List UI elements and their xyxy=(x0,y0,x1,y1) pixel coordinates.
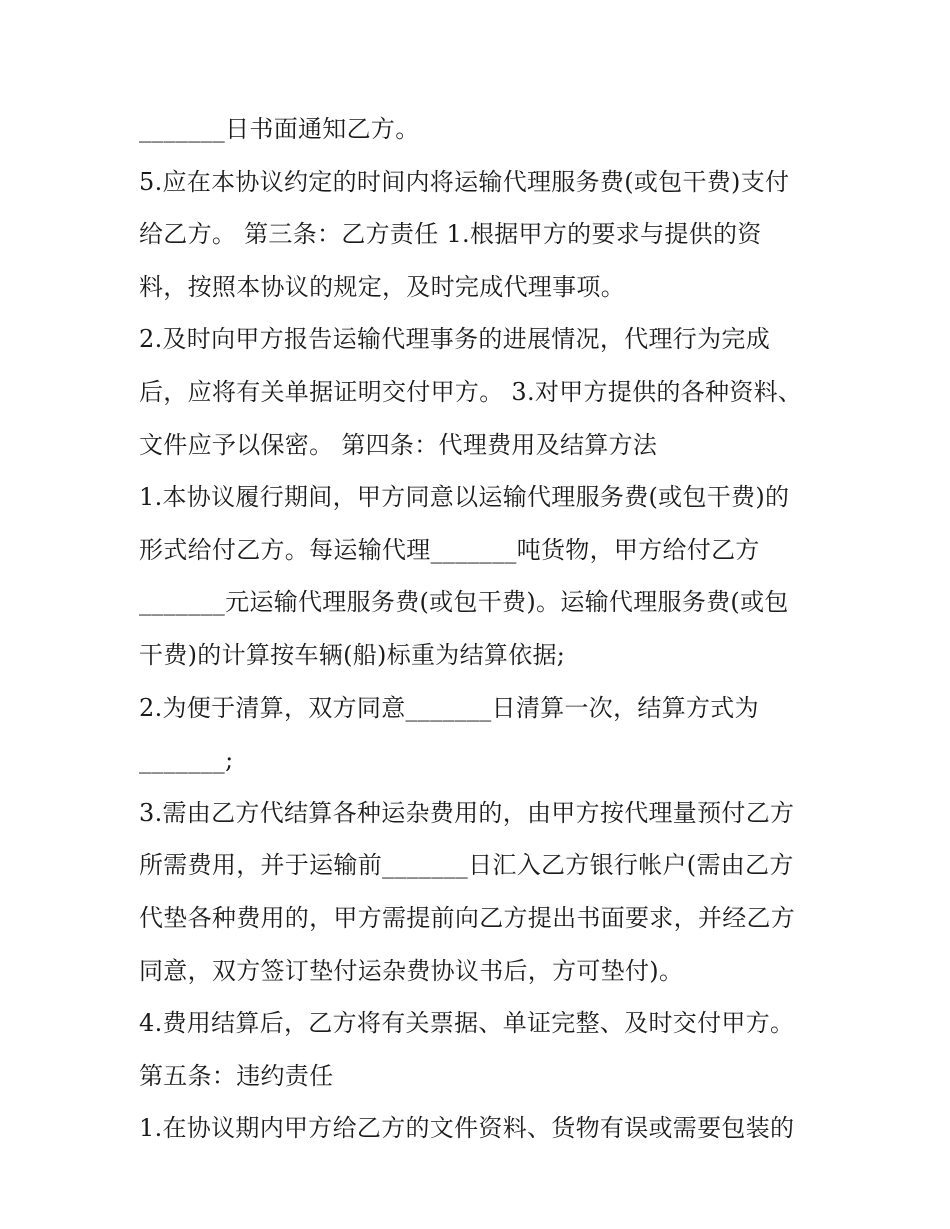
text-line-13: _______; xyxy=(139,746,234,775)
text-line-10: _______元运输代理服务费(或包干费)。运输代理服务费(或包 xyxy=(139,588,789,617)
text-line-7: 文件应予以保密。 第四条：代理费用及结算方法 xyxy=(139,430,658,459)
text-line-1: _______日书面通知乙方。 xyxy=(139,115,420,143)
text-line-19: 第五条：违约责任 xyxy=(139,1061,334,1090)
text-line-14: 3.需由乙方代结算各种运杂费用的，由甲方按代理量预付乙方 xyxy=(139,798,795,827)
text-line-4: 料，按照本协议的规定，及时完成代理事项。 xyxy=(139,272,625,301)
text-line-16: 代垫各种费用的，甲方需提前向乙方提出书面要求，并经乙方 xyxy=(139,903,796,932)
text-line-15: 所需费用，并于运输前_______日汇入乙方银行帐户(需由乙方 xyxy=(139,851,794,880)
text-line-8: 1.本协议履行期间，甲方同意以运输代理服务费(或包干费)的 xyxy=(139,483,790,512)
contract-text xyxy=(139,103,819,1155)
text-line-18: 4.费用结算后，乙方将有关票据、单证完整、及时交付甲方。 xyxy=(139,1009,795,1038)
text-line-11: 干费)的计算按车辆(船)标重为结算依据; xyxy=(139,640,566,669)
text-line-3: 给乙方。 第三条：乙方责任 1.根据甲方的要求与提供的资 xyxy=(139,220,762,249)
text-line-6: 后，应将有关单据证明交付甲方。 3.对甲方提供的各种资料、 xyxy=(139,377,803,406)
text-line-17: 同意，双方签订垫付运杂费协议书后，方可垫付)。 xyxy=(139,956,684,985)
text-line-20: 1.在协议期内甲方给乙方的文件资料、货物有误或需要包装的 xyxy=(139,1114,795,1143)
text-line-2: 5.应在本协议约定的时间内将运输代理服务费(或包干费)支付 xyxy=(139,167,790,196)
text-line-12: 2.为便于清算，双方同意_______日清算一次，结算方式为 xyxy=(139,693,759,722)
text-line-5: 2.及时向甲方报告运输代理事务的进展情况，代理行为完成 xyxy=(139,325,770,354)
text-line-9: 形式给付乙方。每运输代理_______吨货物，甲方给付乙方 xyxy=(139,535,760,564)
